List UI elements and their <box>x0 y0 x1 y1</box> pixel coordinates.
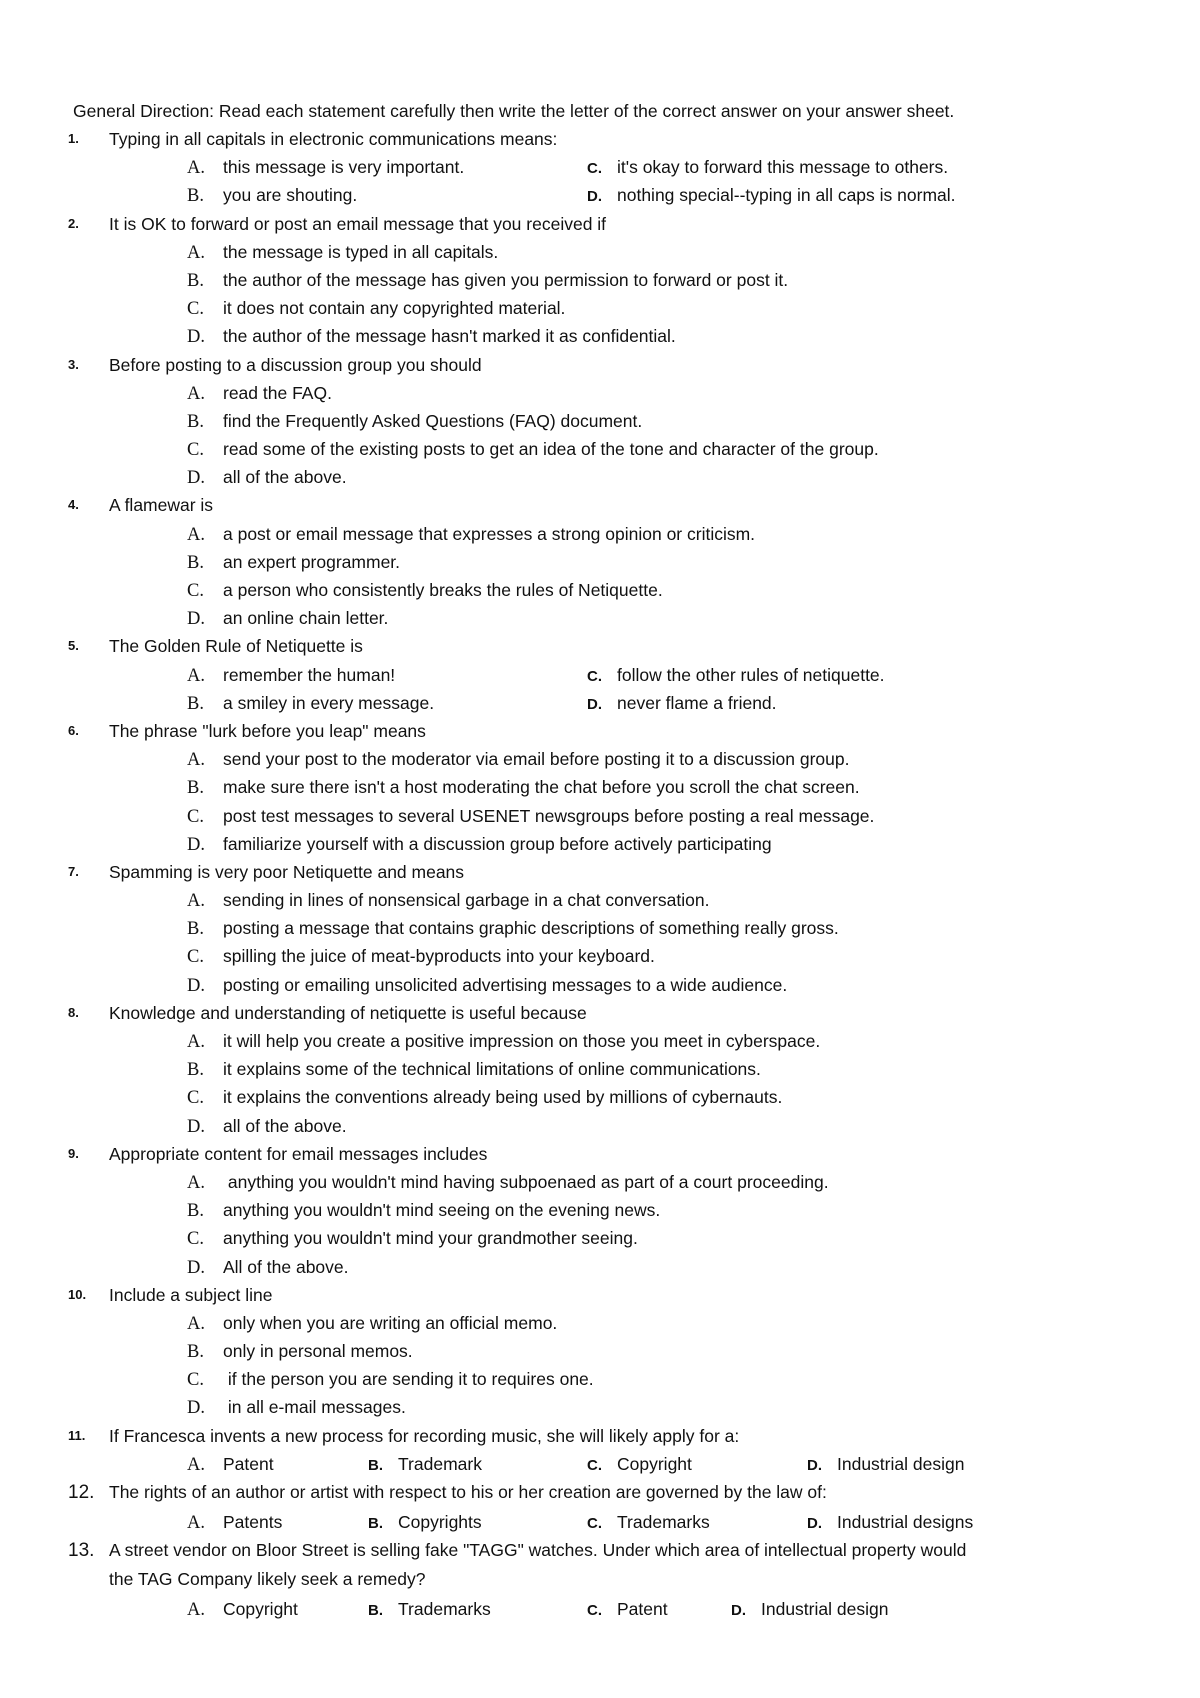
question-number: 4. <box>68 497 79 513</box>
question <box>0 1478 1200 1536</box>
option-letter: D. <box>187 834 205 855</box>
option-letter: A. <box>187 158 205 179</box>
option-letter: C. <box>187 299 204 320</box>
question-stem <box>0 1422 1200 1450</box>
option-letter: D. <box>187 1398 205 1419</box>
option-text: the author of the message hasn't marked it as confidential. <box>223 326 676 347</box>
answer-option[interactable] <box>187 1337 413 1366</box>
answer-option[interactable] <box>587 689 777 719</box>
option-text: Trademarks <box>617 1511 710 1532</box>
question-text: Appropriate content for email messages includes <box>109 1143 488 1164</box>
question-text: Include a subject line <box>109 1284 273 1305</box>
option-text: remember the human! <box>223 664 396 685</box>
question-stem <box>0 858 1200 886</box>
answer-option[interactable] <box>187 830 772 859</box>
question-number: 2. <box>68 215 79 231</box>
option-text: Copyright <box>617 1453 692 1474</box>
option-letter: B. <box>187 270 204 291</box>
question-number: 9. <box>68 1145 79 1161</box>
option-text: Trademark <box>398 1453 482 1474</box>
answer-option[interactable] <box>187 294 565 323</box>
answer-option[interactable] <box>187 1595 298 1624</box>
option-text: you are shouting. <box>223 185 358 206</box>
option-row <box>0 463 1200 491</box>
question-stem <box>0 1140 1200 1168</box>
answer-option[interactable] <box>187 1224 638 1253</box>
option-text: make sure there isn't a host moderating the chat before you scroll the chat screen. <box>223 777 860 798</box>
question-text: Knowledge and understanding of netiquette is useful because <box>109 1002 587 1023</box>
answer-option[interactable] <box>187 153 464 182</box>
general-direction: General Direction: Read each statement carefully then write the letter of the correct answer on your answer sheet. <box>73 101 955 121</box>
question-text: A flamewar is <box>109 495 214 516</box>
option-text: it's okay to forward this message to others. <box>617 157 949 178</box>
answer-option[interactable] <box>187 886 709 915</box>
option-letter: C. <box>187 1370 204 1391</box>
answer-option[interactable] <box>187 181 357 210</box>
option-text: an expert programmer. <box>223 551 401 572</box>
option-row <box>0 238 1200 266</box>
option-text: a person who consistently breaks the rules of Netiquette. <box>223 580 663 600</box>
option-text: anything you wouldn't mind having subpoenaed as part of a court proceeding. <box>223 1171 829 1192</box>
option-letter: B. <box>187 552 204 573</box>
option-row <box>0 407 1200 435</box>
answer-option[interactable] <box>587 181 956 211</box>
option-letter: D. <box>187 1116 205 1137</box>
option-letter: C. <box>187 1229 204 1250</box>
option-text: Copyright <box>223 1598 298 1619</box>
question <box>0 1536 1200 1623</box>
option-text: it will help you create a positive impression on those you meet in cyberspace. <box>223 1031 821 1051</box>
option-text: all of the above. <box>223 467 347 488</box>
option-letter: A. <box>187 1454 205 1475</box>
option-row <box>0 1337 1200 1365</box>
answer-option[interactable] <box>187 435 879 464</box>
question-stem <box>0 1281 1200 1309</box>
question-number: 13. <box>68 1539 95 1561</box>
question <box>0 632 1200 717</box>
option-letter: A. <box>187 665 205 686</box>
option-text: anything you wouldn't mind your grandmother seeing. <box>223 1228 638 1249</box>
option-letter: B. <box>187 778 204 799</box>
question-text: A street vendor on Bloor Street is selling fake "TAGG" watches. Under which area of intellectual property would <box>109 1539 967 1560</box>
option-row <box>0 322 1200 350</box>
answer-option[interactable] <box>187 604 388 633</box>
answer-option[interactable] <box>807 1508 973 1538</box>
option-row <box>0 435 1200 463</box>
option-text: read the FAQ. <box>223 382 332 403</box>
option-text: All of the above. <box>223 1256 349 1277</box>
question <box>0 999 1200 1140</box>
option-text: the author of the message has given you permission to forward or post it. <box>223 269 789 290</box>
option-row <box>0 266 1200 294</box>
option-text: Industrial designs <box>837 1511 974 1532</box>
option-row <box>0 1112 1200 1140</box>
question-text: It is OK to forward or post an email message that you received if <box>109 213 607 234</box>
option-text: it explains some of the technical limitations of online communications. <box>223 1059 761 1080</box>
option-text: this message is very important. <box>223 157 465 178</box>
option-row <box>0 886 1200 914</box>
option-text: an online chain letter. <box>223 608 389 629</box>
option-letter: B. <box>368 1514 383 1532</box>
option-letter: D. <box>587 695 602 713</box>
answer-option[interactable] <box>187 745 849 774</box>
question-text: The phrase "lurk before you leap" means <box>109 720 426 741</box>
option-letter: D. <box>731 1601 746 1619</box>
option-letter: C. <box>187 581 204 601</box>
answer-option[interactable] <box>187 576 663 605</box>
option-text: in all e-mail messages. <box>223 1397 406 1418</box>
option-letter: B. <box>187 186 204 207</box>
option-letter: D. <box>187 468 205 489</box>
answer-option[interactable] <box>187 1168 829 1197</box>
option-text: post test messages to several USENET newsgroups before posting a real message. <box>223 805 875 826</box>
option-row <box>0 914 1200 942</box>
answer-option[interactable] <box>187 914 839 943</box>
option-letter: B. <box>187 1201 204 1222</box>
answer-option[interactable] <box>587 661 885 691</box>
option-letter: D. <box>807 1456 822 1474</box>
option-text: Industrial design <box>761 1598 889 1619</box>
option-row <box>0 942 1200 970</box>
option-letter: D. <box>187 609 205 630</box>
option-row <box>0 1083 1200 1111</box>
option-letter: C. <box>587 160 602 178</box>
option-text: find the Frequently Asked Questions (FAQ) document. <box>223 410 643 431</box>
answer-option[interactable] <box>187 520 755 549</box>
option-row <box>0 548 1200 576</box>
question <box>0 1140 1200 1281</box>
option-row <box>0 1508 1200 1536</box>
option-letter: D. <box>187 327 205 348</box>
answer-option[interactable] <box>587 1508 710 1538</box>
option-letter: A. <box>187 750 205 771</box>
question-stem-continuation <box>0 1565 1200 1595</box>
option-text: it does not contain any copyrighted material. <box>223 298 566 319</box>
question-number: 3. <box>68 356 79 372</box>
answer-option[interactable] <box>187 661 395 690</box>
question-number: 10. <box>68 1286 87 1302</box>
option-text: the message is typed in all capitals. <box>223 241 499 262</box>
answer-option[interactable] <box>187 1450 274 1479</box>
option-letter: C. <box>587 667 602 685</box>
option-text: read some of the existing posts to get an idea of the tone and character of the group. <box>223 439 879 460</box>
question-stem <box>0 351 1200 379</box>
option-text: nothing special--typing in all caps is normal. <box>617 185 956 206</box>
answer-option[interactable] <box>187 1083 782 1112</box>
option-letter: C. <box>187 1088 204 1109</box>
option-letter: A. <box>187 1313 205 1334</box>
option-row <box>0 971 1200 999</box>
answer-option[interactable] <box>187 971 787 1000</box>
answer-option[interactable] <box>368 1595 491 1625</box>
option-letter: D. <box>187 975 205 996</box>
option-text: never flame a friend. <box>617 692 777 713</box>
answer-option[interactable] <box>187 1365 594 1394</box>
option-text: Copyrights <box>398 1511 482 1532</box>
question <box>0 125 1200 210</box>
question <box>0 210 1200 351</box>
option-row <box>0 773 1200 801</box>
question-stem <box>0 1478 1200 1508</box>
option-row <box>0 830 1200 858</box>
answer-option[interactable] <box>187 942 655 971</box>
answer-option[interactable] <box>587 1450 692 1480</box>
option-letter: C. <box>187 806 204 827</box>
option-text: Patent <box>617 1598 668 1619</box>
question <box>0 1281 1200 1422</box>
question-number: 7. <box>68 863 79 879</box>
answer-option[interactable] <box>368 1450 482 1480</box>
answer-option[interactable] <box>187 379 332 408</box>
option-letter: B. <box>187 411 204 432</box>
option-row <box>0 1027 1200 1055</box>
option-letter: B. <box>187 919 204 940</box>
question-stem <box>0 125 1200 153</box>
option-letter: C. <box>187 947 204 968</box>
question-stem <box>0 717 1200 745</box>
question-text: The Golden Rule of Netiquette is <box>109 636 363 657</box>
answer-option[interactable] <box>587 1595 668 1625</box>
option-text: a smiley in every message. <box>223 692 435 713</box>
option-text: only when you are writing an official memo. <box>223 1312 558 1333</box>
option-row <box>0 520 1200 548</box>
option-text: it explains the conventions already being used by millions of cybernauts. <box>223 1087 783 1108</box>
question <box>0 1422 1200 1478</box>
answer-option[interactable] <box>187 1393 406 1422</box>
question-text: Typing in all capitals in electronic communications means: <box>109 129 558 149</box>
option-letter: B. <box>187 1342 204 1363</box>
option-row <box>0 1168 1200 1196</box>
question-number: 5. <box>68 638 79 654</box>
answer-option[interactable] <box>187 1196 660 1225</box>
option-letter: B. <box>187 693 204 714</box>
question-stem <box>0 1536 1200 1566</box>
answer-option[interactable] <box>187 773 860 802</box>
option-row <box>0 379 1200 407</box>
answer-option[interactable] <box>807 1450 964 1480</box>
option-row <box>0 1450 1200 1478</box>
option-row <box>0 181 1200 209</box>
option-row <box>0 1365 1200 1393</box>
question-number: 11. <box>68 1427 86 1443</box>
option-row <box>0 1055 1200 1083</box>
answer-option[interactable] <box>187 1253 349 1282</box>
option-text: Patents <box>223 1511 283 1532</box>
option-row <box>0 661 1200 689</box>
answer-option[interactable] <box>187 1112 347 1141</box>
option-text: posting or emailing unsolicited advertising messages to a wide audience. <box>223 974 788 995</box>
option-letter: A. <box>187 1512 205 1533</box>
option-letter: C. <box>587 1514 602 1532</box>
answer-option[interactable] <box>587 153 948 183</box>
option-letter: A. <box>187 524 205 545</box>
question-number: 6. <box>68 722 79 738</box>
question-text: The rights of an author or artist with respect to his or her creation are governed by the law of: <box>109 1482 827 1502</box>
option-text: send your post to the moderator via email before posting it to a discussion group. <box>223 749 850 770</box>
question-text: If Francesca invents a new process for recording music, she will likely apply for a: <box>109 1425 740 1446</box>
question <box>0 491 1200 632</box>
option-text: familiarize yourself with a discussion group before actively participating <box>223 833 772 854</box>
option-text: if the person you are sending it to requires one. <box>223 1369 594 1390</box>
option-row <box>0 1253 1200 1281</box>
option-row <box>0 1595 1200 1623</box>
option-row <box>0 802 1200 830</box>
question-text: Spamming is very poor Netiquette and means <box>109 861 465 882</box>
option-text: follow the other rules of netiquette. <box>617 664 885 685</box>
answer-option[interactable] <box>187 1055 761 1084</box>
question-list <box>0 125 1200 1623</box>
answer-option[interactable] <box>187 407 642 436</box>
option-row <box>0 689 1200 717</box>
option-letter: D. <box>807 1514 822 1532</box>
question-number: 1. <box>68 131 79 146</box>
option-row <box>0 153 1200 181</box>
option-text: posting a message that contains graphic descriptions of something really gross. <box>223 918 839 939</box>
question <box>0 858 1200 999</box>
answer-option[interactable] <box>187 322 676 351</box>
question-text-continued: the TAG Company likely seek a remedy? <box>109 1569 426 1590</box>
option-row <box>0 294 1200 322</box>
answer-option[interactable] <box>187 463 347 492</box>
answer-option[interactable] <box>187 266 788 295</box>
option-text: a post or email message that expresses a strong opinion or criticism. <box>223 523 756 544</box>
option-letter: A. <box>187 891 205 912</box>
answer-option[interactable] <box>187 1508 282 1537</box>
option-row <box>0 745 1200 773</box>
option-letter: A. <box>187 1032 205 1052</box>
option-row <box>0 1224 1200 1252</box>
question-stem <box>0 210 1200 238</box>
option-row <box>0 1309 1200 1337</box>
answer-option[interactable] <box>187 802 874 831</box>
option-text: Industrial design <box>837 1453 965 1474</box>
option-row <box>0 1393 1200 1421</box>
question-number: 8. <box>68 1004 79 1020</box>
question-number: 12. <box>68 1482 95 1503</box>
option-row <box>0 604 1200 632</box>
question-text: Before posting to a discussion group you should <box>109 354 482 375</box>
question-stem <box>0 491 1200 519</box>
answer-option[interactable] <box>187 689 434 718</box>
option-letter: B. <box>187 1060 204 1081</box>
option-row <box>0 1196 1200 1224</box>
option-letter: A. <box>187 1599 205 1620</box>
option-text: anything you wouldn't mind seeing on the evening news. <box>223 1200 661 1221</box>
answer-option[interactable] <box>731 1595 888 1625</box>
option-letter: C. <box>587 1601 602 1619</box>
option-text: Patent <box>223 1453 274 1474</box>
answer-option[interactable] <box>187 238 498 267</box>
option-text: spilling the juice of meat-byproducts into your keyboard. <box>223 946 655 967</box>
question <box>0 717 1200 858</box>
option-letter: D. <box>587 188 602 206</box>
option-letter: A. <box>187 1172 205 1193</box>
option-letter: A. <box>187 242 205 263</box>
option-letter: C. <box>187 440 204 461</box>
answer-option[interactable] <box>187 1027 820 1056</box>
option-text: only in personal memos. <box>223 1341 413 1362</box>
answer-option[interactable] <box>368 1508 482 1538</box>
option-text: all of the above. <box>223 1115 347 1136</box>
question-stem <box>0 999 1200 1027</box>
option-letter: A. <box>187 383 205 404</box>
option-text: sending in lines of nonsensical garbage in a chat conversation. <box>223 890 710 911</box>
option-letter: D. <box>187 1257 205 1278</box>
option-letter: B. <box>368 1601 383 1619</box>
answer-option[interactable] <box>187 1309 557 1338</box>
answer-option[interactable] <box>187 548 400 577</box>
question <box>0 351 1200 492</box>
option-text: Trademarks <box>398 1598 491 1619</box>
option-letter: C. <box>587 1456 602 1474</box>
option-letter: B. <box>368 1456 383 1474</box>
question-stem <box>0 632 1200 660</box>
option-row <box>0 576 1200 604</box>
